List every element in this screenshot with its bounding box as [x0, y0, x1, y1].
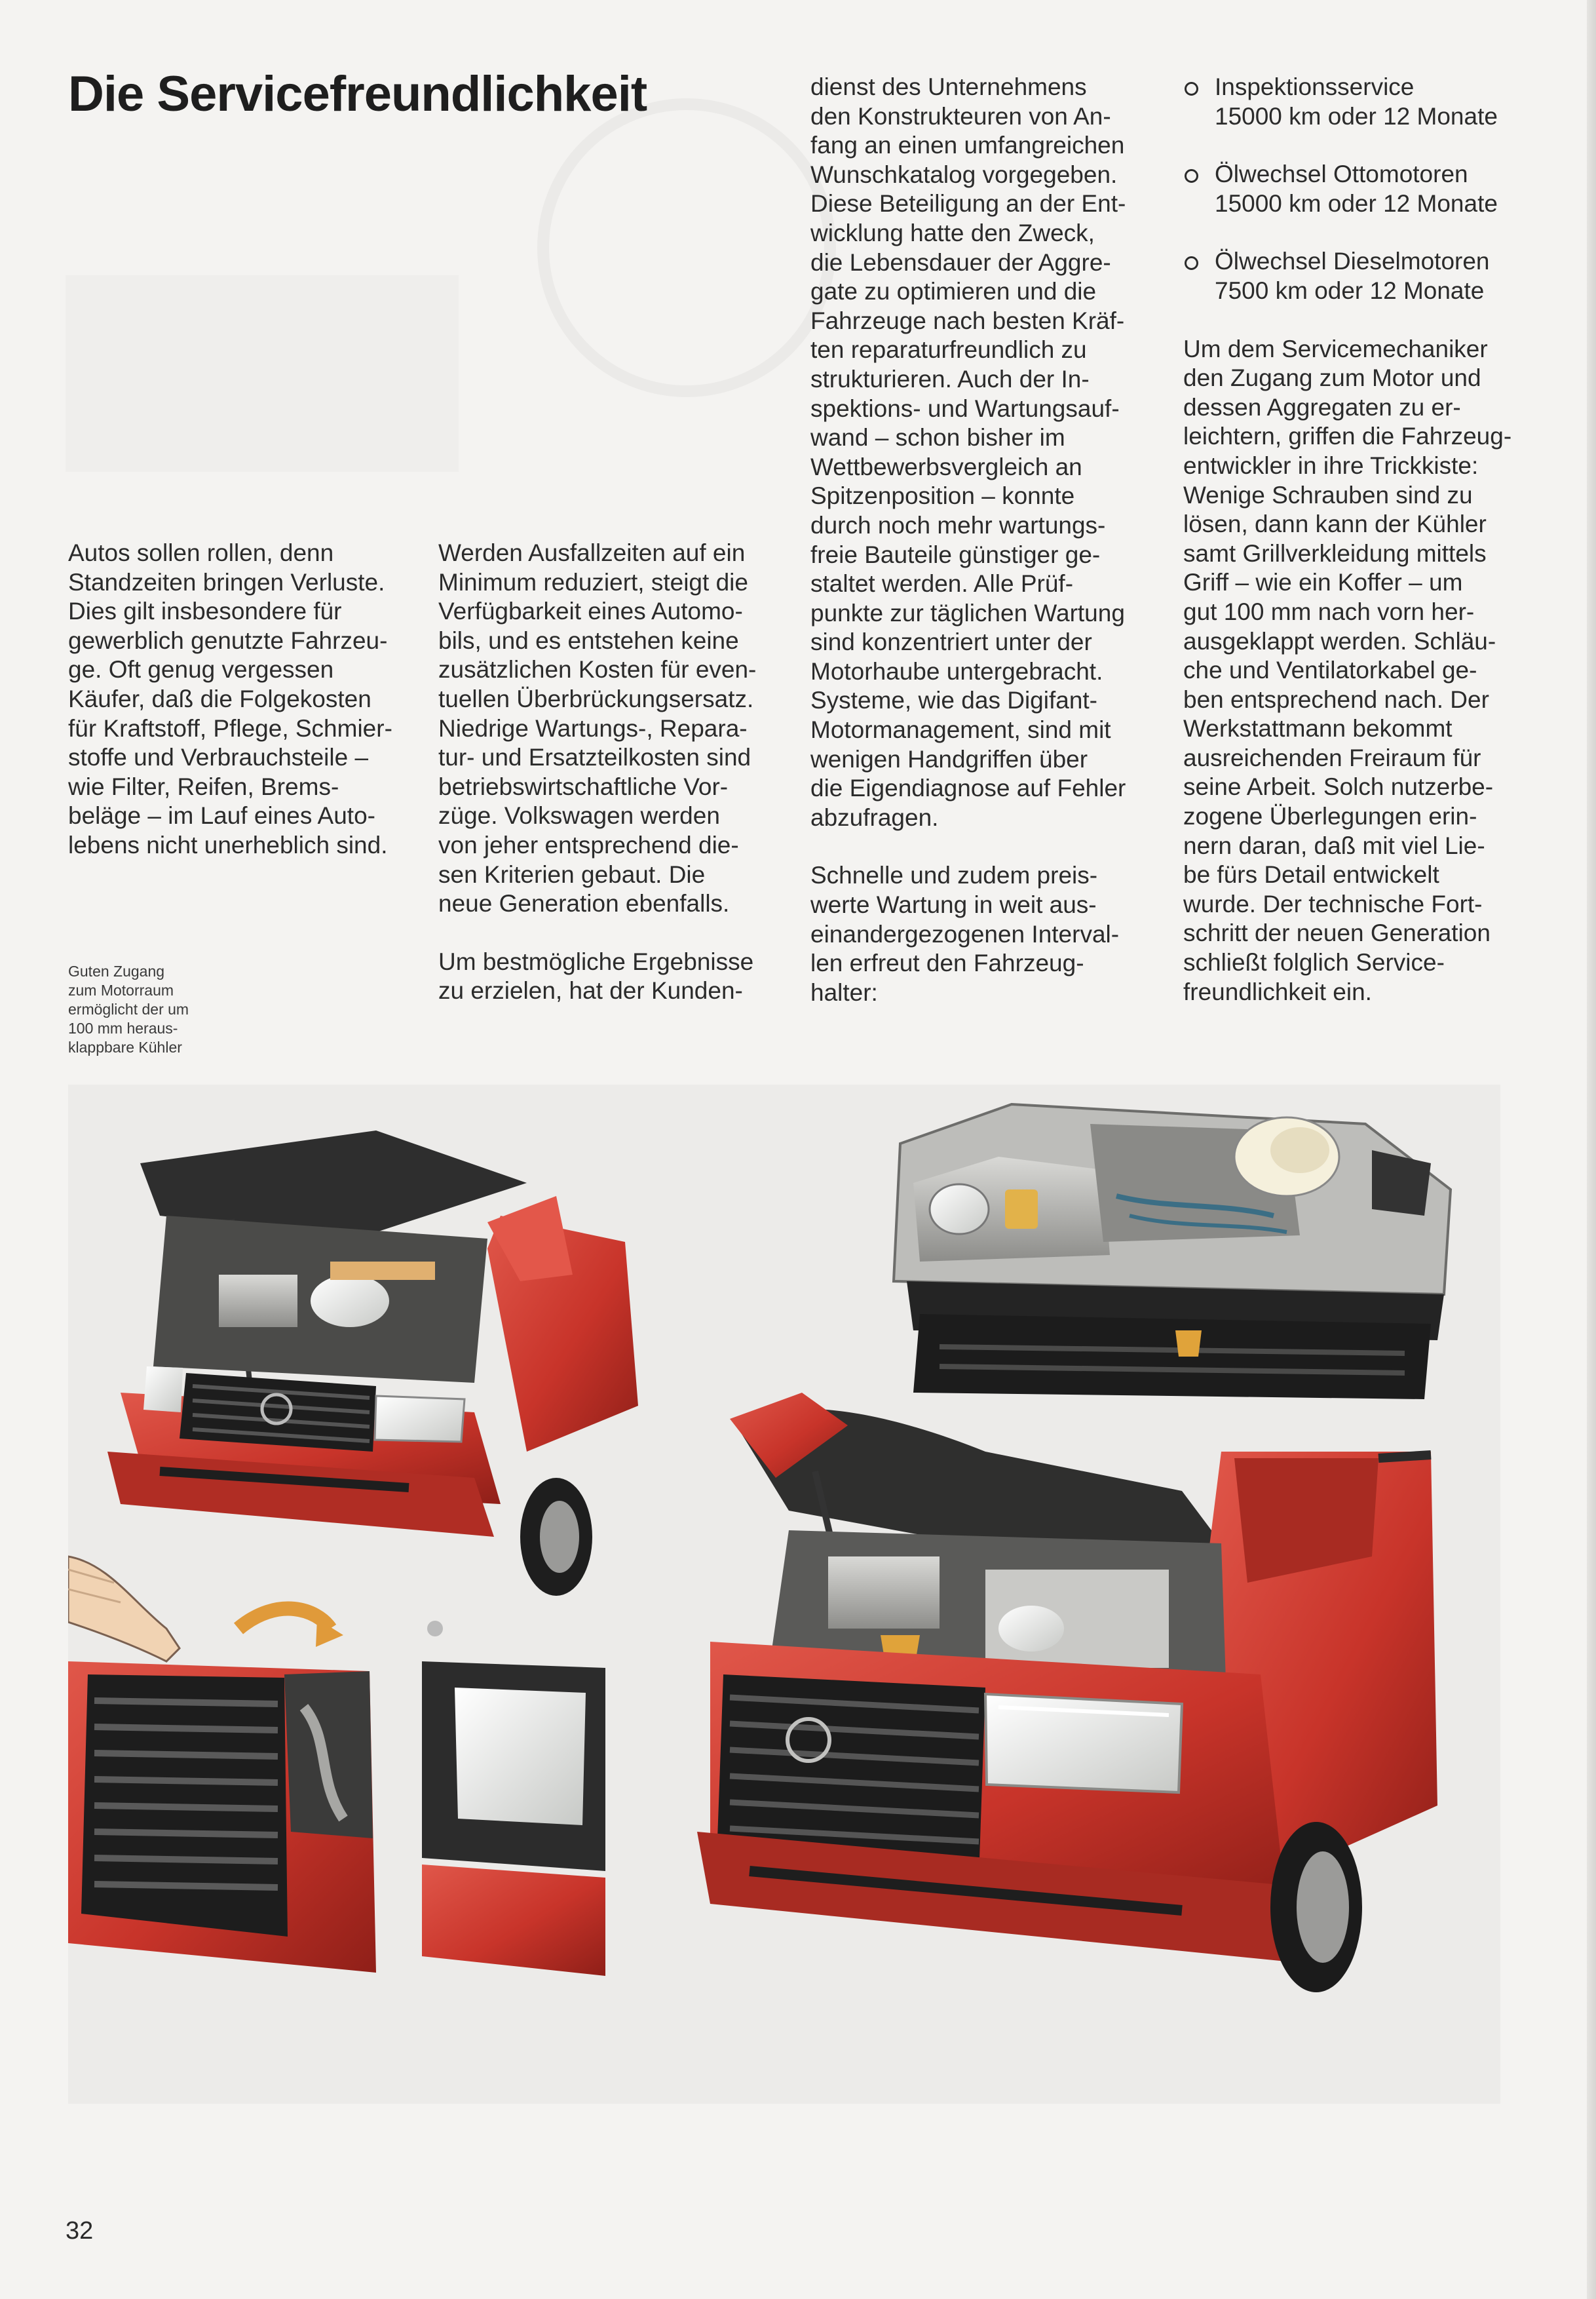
text-column-2 [438, 539, 792, 1006]
paragraph-wartung: Schnelle und zudem preis- werte Wartung in weit aus- einandergezogenen Interval- len erfreut den Fahrzeug- halter: [810, 862, 1120, 1006]
paragraph-servicemechaniker: Um dem Servicemechaniker den Zugang zum Motor und dessen Aggregaten zu er- leichtern, griffen die Fahrzeug- entwickler in ihre Trickkiste: Wenige Schrauben sind zu lösen, dann kann der Kühler samt Grillverkleidung mittels Griff – wie ein Koffer – um gut 100 mm nach vorn her- ausgeklappt werden. Schläu- che und Ventilatorkabel ge- ben entsprechend nach. Der Werkstattmann bekommt ausreichenden Freiraum für seine Arbeit. Solch nutzerbe- zogene Überlegungen erin- nern daran, daß mit viel Lie- be fürs Detail entwickelt wurde. Der technische Fort- schritt der neuen Generation schließt folglich Service- freundlichkeit ein. [1183, 335, 1512, 1005]
list-item-text: Ölwechsel Ottomotoren 15000 km oder 12 Monate [1215, 161, 1498, 217]
van-illustration [68, 1085, 1500, 2104]
illustration-svg [68, 1085, 1500, 2104]
van-large-hood-open [697, 1393, 1437, 1992]
page-edge [1587, 0, 1596, 2299]
paragraph-kundendienst: dienst des Unternehmens den Konstrukteuren von An- fang an einen umfangreichen Wunschkatalog vorgegeben. Diese Beteiligung an der Ent- wicklung hatte den Zweck, die Lebensdauer der Aggre- gate zu optimieren und die Fahrzeuge nach besten Kräf- ten reparaturfreundlich zu strukturieren. Auch der In- spektions- und Wartungsauf- wand – schon bisher im Wettbewerbsvergleich an Spitzenposition – konnte durch noch mehr wartungs- freie Bauteile günstiger ge- staltet werden. Alle Prüf- punkte zur täglichen Wartung sind konzentriert unter der Motorhaube untergebracht. Systeme, wie das Digifant- Motormanagement, sind mit wenigen Handgriffen über die Eigendiagnose auf Fehler abzufragen. [810, 73, 1126, 831]
text-column-4 [1183, 73, 1537, 1007]
circle-bullet-icon [1185, 82, 1198, 96]
page-number: 32 [66, 2217, 94, 2245]
paragraph-ergebnisse: Um bestmögliche Ergebnisse zu erzielen, hat der Kunden- [438, 948, 754, 1005]
page-title: Die Servicefreundlichkeit [68, 66, 647, 122]
circle-bullet-icon [1185, 256, 1198, 270]
show-through-logo [537, 98, 836, 397]
text-column-3 [810, 73, 1164, 1007]
text-column-1 [68, 539, 422, 860]
van-radiator-folded-out [68, 1556, 605, 1976]
figure-caption: Guten Zugang zum Motorraum ermöglicht der um 100 mm heraus- klappbare Kühler [68, 963, 189, 1056]
paragraph-standzeiten: Autos sollen rollen, denn Standzeiten bringen Verluste. Dies gilt insbesondere für gewerblich genutzte Fahrzeu- ge. Oft genug vergessen Käufer, daß die Folgekosten für Kraftstoff, Pflege, Schmier- stoffe und Verbrauchsteile – wie Filter, Reifen, Brems- beläge – im Lauf eines Auto- lebens nicht unerheblich sind. [68, 539, 392, 859]
list-item [1183, 160, 1537, 218]
van-small-hood-open [107, 1130, 638, 1596]
engine-bay-detail [894, 1104, 1451, 1399]
list-item-text: Ölwechsel Dieselmotoren 7500 km oder 12 Monate [1215, 248, 1490, 304]
circle-bullet-icon [1185, 169, 1198, 183]
paragraph-ausfallzeiten: Werden Ausfallzeiten auf ein Minimum reduziert, steigt die Verfügbarkeit eines Automo- bils, und es entstehen keine zusätzlichen Kosten für even- tuellen Überbrückungsersatz. Niedrige Wartungs-, Repara- tur- und Ersatzteilkosten sind betriebswirtschaftliche Vor- züge. Volkswagen werden von jeher entsprechend die- sen Kriterien gebaut. Die neue Generation ebenfalls. [438, 539, 757, 918]
list-item [1183, 247, 1537, 305]
list-item [1183, 73, 1537, 131]
show-through-text [66, 275, 459, 472]
service-interval-list [1183, 73, 1537, 306]
list-item-text: Inspektionsservice 15000 km oder 12 Monate [1215, 73, 1498, 130]
